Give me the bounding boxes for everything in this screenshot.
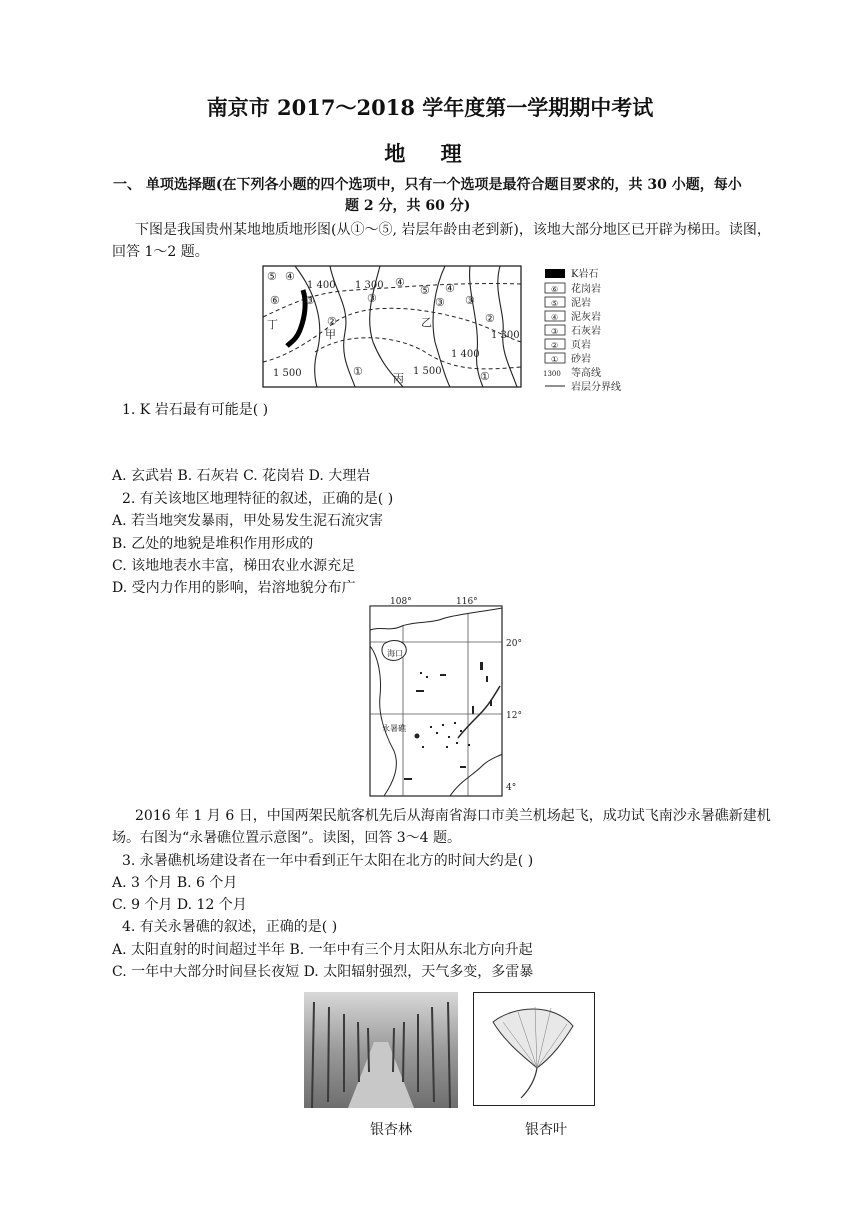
layer-label: ① (353, 365, 363, 378)
layer-label: ③ (465, 294, 475, 307)
ginkgo-forest-photo (304, 992, 458, 1108)
photo-caption-leaf: 银杏叶 (525, 1122, 567, 1138)
place-ding: 丁 (267, 318, 278, 331)
q1-stem: 1. K 岩石最有可能是( ) (122, 402, 269, 418)
q2-option-a: A. 若当地突发暴雨，甲处易发生泥石流灾害 (112, 513, 384, 529)
lat-label-12: 12° (506, 711, 522, 721)
photo-caption-forest: 银杏林 (370, 1122, 412, 1138)
contour-label: 1 500 (273, 368, 302, 379)
legend-contour-sample: 1300 (543, 370, 561, 378)
legend-granite: 花岗岩 (571, 284, 601, 295)
q2-option-c: C. 该地地表水丰富，梯田农业水源充足 (112, 558, 356, 574)
layer-label: ② (485, 312, 495, 325)
svg-text:①: ① (551, 355, 559, 364)
q2-option-d: D. 受内力作用的影响，岩溶地貌分布广 (112, 580, 356, 596)
legend-boundary: 岩层分界线 (571, 382, 621, 392)
legend-contour: 等高线 (571, 368, 601, 379)
svg-text:③: ③ (551, 327, 559, 336)
svg-text:②: ② (551, 341, 559, 350)
yongshu-label: 永暑礁 (382, 724, 406, 733)
svg-text:④: ④ (551, 313, 559, 322)
legend-marl: 泥灰岩 (571, 312, 601, 323)
haikou-label: 海口 (387, 649, 403, 658)
q2-option-b: B. 乙处的地貌是堆积作用形成的 (112, 536, 314, 552)
layer-label: ① (480, 370, 490, 383)
contour-label: 1 400 (451, 349, 480, 360)
contour-label: 1 300 (491, 330, 520, 341)
place-bing: 丙 (393, 372, 404, 385)
q1-options: A. 玄武岩 B. 石灰岩 C. 花岗岩 D. 大理岩 (112, 468, 371, 484)
intro1-line1: 下图是我国贵州某地地质地形图(从①～⑤, 岩层年龄由老到新)，该地大部分地区已开辟为梯田。读图， (135, 222, 771, 238)
layer-label: ④ (285, 270, 295, 283)
contour-label: 1 500 (413, 366, 442, 377)
legend-sandstone: 砂岩 (571, 354, 591, 365)
intro2-line2: 场。右图为“永暑礁位置示意图”。读图，回答 3～4 题。 (112, 830, 462, 846)
svg-text:⑥: ⑥ (551, 285, 559, 294)
layer-label: ③ (435, 296, 445, 309)
subject-title: 地 理 (384, 141, 476, 166)
layer-label: ⑤ (267, 270, 277, 283)
q4-stem: 4. 有关永暑礁的叙述，正确的是( ) (122, 919, 338, 935)
exam-title: 南京市 2017～2018 学年度第一学期期中考试 (206, 95, 654, 120)
q2-stem: 2. 有关该地区地理特征的叙述，正确的是( ) (122, 491, 394, 507)
q3-options-cd: C. 9 个月 D. 12 个月 (112, 897, 247, 913)
q4-options-ab: A. 太阳直射的时间超过半年 B. 一年中有三个月太阳从东北方向升起 (112, 942, 533, 958)
layer-label: ⑤ (420, 284, 430, 297)
legend-mudstone: 泥岩 (571, 298, 591, 309)
q3-options-ab: A. 3 个月 B. 6 个月 (112, 875, 238, 891)
contour-label: 1 400 (307, 280, 336, 291)
layer-label: ③ (305, 294, 315, 307)
layer-label: ② (327, 315, 337, 328)
q3-stem: 3. 永暑礁机场建设者在一年中看到正午太阳在北方的时间大约是( ) (122, 853, 534, 869)
legend-k-rock: K岩石 (571, 269, 599, 280)
ginkgo-leaf-drawing (473, 992, 595, 1106)
q4-options-cd: C. 一年中大部分时间昼长夜短 D. 太阳辐射强烈，天气多变，多雷暴 (112, 964, 534, 980)
lat-label-4: 4° (506, 783, 517, 793)
lon-label-116: 116° (456, 597, 478, 607)
contour-label: 1 300 (355, 280, 384, 291)
intro2-line1: 2016 年 1 月 6 日，中国两架民航客机先后从海南省海口市美兰机场起飞，成功试飞南沙永暑礁新建机 (135, 808, 771, 824)
yongshu-location-map (360, 596, 540, 804)
layer-label: ④ (395, 276, 405, 289)
layer-label: ⑥ (270, 294, 280, 307)
legend-limestone: 石灰岩 (571, 326, 601, 337)
legend-shale: 页岩 (571, 340, 591, 351)
intro1-line2: 回答 1～2 题。 (112, 244, 209, 260)
lat-label-20: 20° (506, 639, 522, 649)
section-heading-line2: 题 2 分，共 60 分) (345, 198, 471, 214)
layer-label: ③ (367, 292, 377, 305)
layer-label: ④ (445, 282, 455, 295)
place-yi: 乙 (421, 316, 432, 329)
svg-text:⑤: ⑤ (551, 299, 559, 308)
place-jia: 甲 (325, 328, 336, 341)
geological-map (255, 262, 650, 392)
lon-label-108: 108° (390, 597, 412, 607)
section-heading-line1: 一、 单项选择题(在下列各小题的四个选项中，只有一个选项是最符合题目要求的，共 30 小题，每小 (113, 177, 742, 193)
